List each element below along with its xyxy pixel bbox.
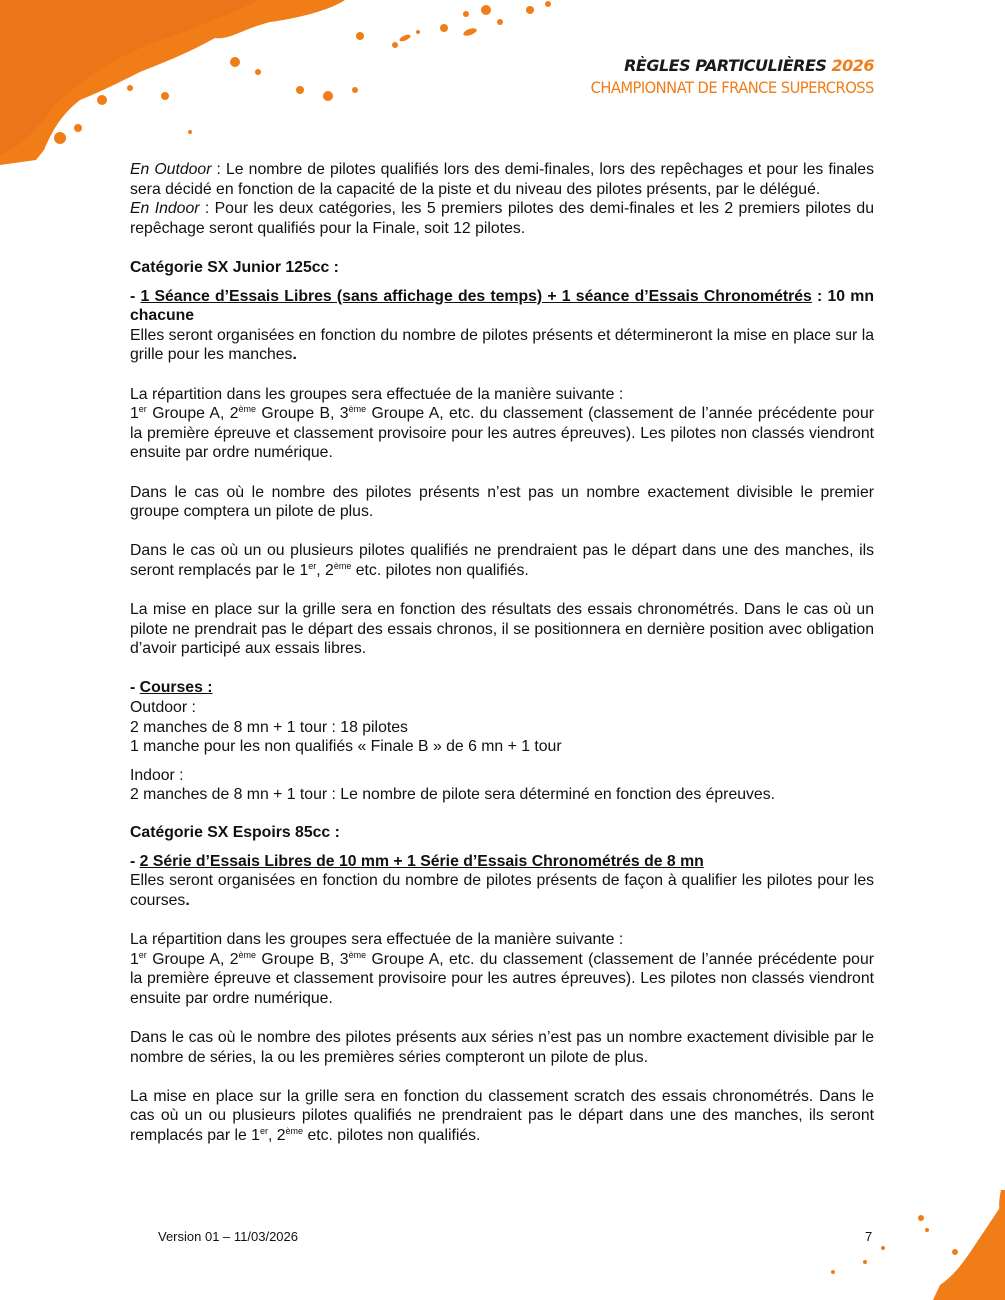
courses-label: Courses :: [139, 679, 213, 697]
t: Groupe A, etc. du classement (classement de l’année précédente pour la première épreuve et classement provisoire pour les autres épreuves). Les pilotes non classés viendront ensuite par ordre numérique.: [130, 405, 874, 462]
period: .: [185, 891, 190, 909]
header-title-text: RÈGLES PARTICULIÈRES: [624, 56, 827, 75]
t: Groupe A, 2: [146, 950, 239, 968]
espoirs-session-title: [130, 852, 874, 872]
junior-indoor-line1: 2 manches de 8 mn + 1 tour : Le nombre de pilote sera déterminé en fonction des épreuves.: [130, 786, 775, 804]
sup: er: [138, 949, 147, 960]
sup: ème: [238, 949, 257, 960]
t: , 2: [316, 561, 334, 579]
intro-indoor: [130, 199, 874, 238]
t: 1: [130, 405, 139, 423]
espoirs-groups-intro: La répartition dans les groupes sera effectuée de la manière suivante :: [130, 930, 624, 948]
junior-session-underlined: 1 Séance d’Essais Libres (sans affichage des temps) + 1 séance d’Essais Chronométrés: [140, 287, 812, 305]
document-header: [566, 56, 874, 97]
sup: er: [308, 560, 317, 571]
dash: -: [130, 852, 140, 870]
outdoor-text: : Le nombre de pilotes qualifiés lors des demi-finales, lors des repêchages et pour les finales sera décidé en fonction de la capacité de la piste et du niveau des pilotes présents, par le délégué.: [130, 161, 874, 198]
orange-splash-decoration-bottom: [805, 1190, 1005, 1300]
t: 1: [130, 950, 139, 968]
t: Groupe A, etc. du classement (classement de l’année précédente pour la première épreuve et classement provisoire pour les autres épreuves). Les pilotes non classés viendront ensuite par ordre numérique.: [130, 950, 874, 1007]
t: etc. pilotes non qualifiés.: [303, 1126, 481, 1144]
sup: ème: [333, 560, 352, 571]
document-body: [130, 160, 874, 1146]
junior-courses-heading: [130, 678, 874, 698]
t: , 2: [267, 1126, 286, 1144]
junior-outdoor-line1: 2 manches de 8 mn + 1 tour : 18 pilotes: [130, 718, 408, 736]
junior-session-title: [130, 287, 874, 326]
t: Groupe B, 3: [256, 405, 349, 423]
sup: er: [259, 1125, 268, 1136]
t: Groupe B, 3: [256, 950, 349, 968]
indoor-label: En Indoor: [130, 200, 200, 218]
indoor-text: : Pour les deux catégories, les 5 premiers pilotes des demi-finales et les 2 premiers pilotes du repêchage seront qualifiés pour la Finale, soit 12 pilotes.: [130, 200, 874, 237]
espoirs-session-underlined: 2 Série d’Essais Libres de 10 mm + 1 Série d’Essais Chronométrés de 8 mn: [139, 852, 704, 870]
junior-groups: [130, 404, 874, 463]
junior-indoor-label: Indoor :: [130, 766, 184, 784]
sup: ème: [348, 949, 367, 960]
footer-version: Version 01 – 11/03/2026: [158, 1229, 298, 1244]
sup: ème: [348, 404, 367, 415]
espoirs-organise: [130, 871, 874, 910]
sup: er: [138, 404, 147, 415]
junior-outdoor-line2: 1 manche pour les non qualifiés « Finale B » de 6 mn + 1 tour: [130, 738, 562, 756]
espoirs-organise-text: Elles seront organisées en fonction du nombre de pilotes présents de façon à qualifier les pilotes pour les courses: [130, 872, 874, 909]
junior-groups-intro: La répartition dans les groupes sera effectuée de la manière suivante :: [130, 385, 624, 403]
intro-outdoor: [130, 160, 874, 199]
header-subtitle: CHAMPIONNAT DE FRANCE SUPERCROSS: [590, 78, 874, 97]
period: .: [292, 346, 297, 364]
header-title-year: 2026: [831, 56, 874, 75]
junior-replace: [130, 541, 874, 580]
t: etc. pilotes non qualifiés.: [351, 561, 529, 579]
t: La mise en place sur la grille sera en fonction du classement scratch des essais chronométrés. Dans le cas où un ou plusieurs pilotes qualifiés ne prendraient pas le départ dans une des manches, ils seront remplacés par le 1: [130, 1087, 874, 1144]
junior-outdoor-label: Outdoor :: [130, 699, 196, 717]
sup: ème: [238, 404, 257, 415]
outdoor-label: En Outdoor: [130, 161, 212, 178]
espoirs-heading: Catégorie SX Espoirs 85cc :: [130, 824, 340, 841]
junior-divisible: Dans le cas où le nombre des pilotes présents n’est pas un nombre exactement divisible le premier groupe comptera un pilote de plus.: [130, 483, 874, 521]
t: Dans le cas où un ou plusieurs pilotes qualifiés ne prendraient pas le départ dans une des manches, ils seront remplacés par le 1: [130, 542, 874, 579]
junior-organise: [130, 326, 874, 365]
t: Groupe A, 2: [146, 405, 239, 423]
sup: ème: [285, 1125, 304, 1136]
junior-session-tail: : 10 mn chacune: [130, 287, 874, 325]
junior-grid: La mise en place sur la grille sera en fonction des résultats des essais chronométrés. Dans le cas où un pilote ne prendrait pas le départ des essais chronos, il se positionnera en dernière position avec obligation d’avoir participé aux essais libres.: [130, 601, 874, 658]
header-title: [566, 56, 874, 75]
page-number: 7: [865, 1229, 873, 1244]
dash: -: [130, 287, 141, 305]
junior-organise-text: Elles seront organisées en fonction du nombre de pilotes présents et détermineront la mise en place sur la grille pour les manches: [130, 326, 874, 364]
espoirs-grid: [130, 1087, 874, 1146]
espoirs-divisible: Dans le cas où le nombre des pilotes présents aux séries n’est pas un nombre exactement divisible par le nombre de séries, la ou les premières séries compteront un pilote de plus.: [130, 1028, 874, 1066]
dash: -: [130, 679, 140, 697]
espoirs-groups: [130, 950, 874, 1009]
orange-splash-decoration: [0, 0, 600, 170]
junior-heading: Catégorie SX Junior 125cc :: [130, 258, 339, 276]
